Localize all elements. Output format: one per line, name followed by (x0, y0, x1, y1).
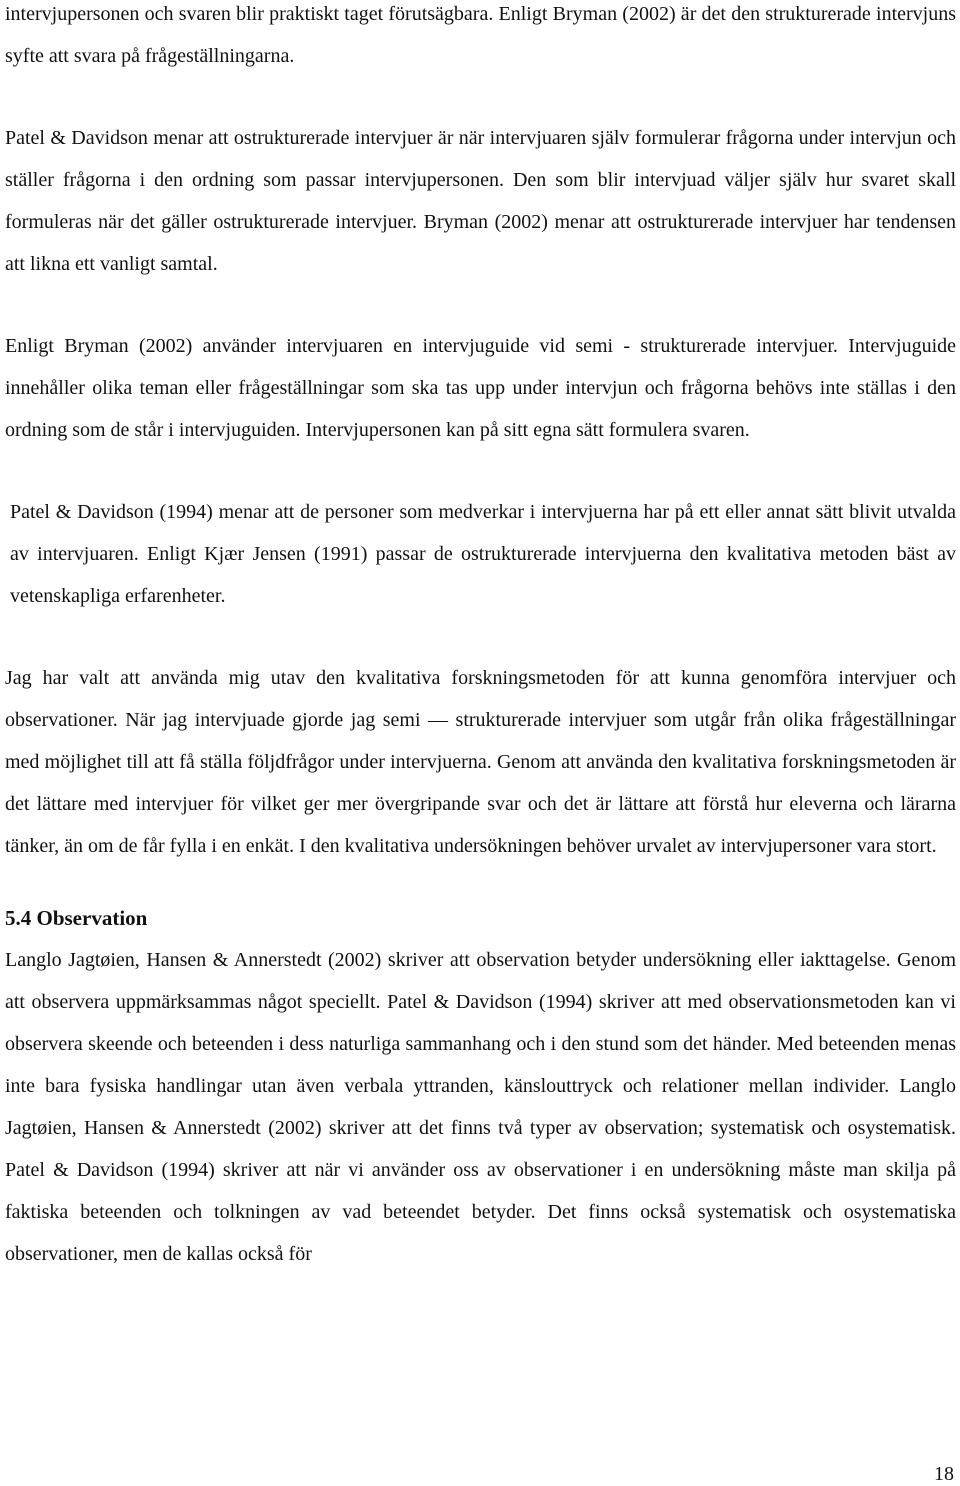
paragraph-semi-structured-interviews: Enligt Bryman (2002) använder intervjuaren en intervjuguide vid semi - strukturerade intervjuer. Intervjuguide innehåller olika teman eller frågeställningar som ska tas upp under intervjun och frågorna behövs inte ställas i den ordning som de står i intervjuguiden. Intervjupersonen kan på sitt egna sätt formulera svaren. (5, 335, 956, 441)
document-page (5, 0, 956, 1275)
paragraph-selected-participants: Patel & Davidson (1994) menar att de personer som medverkar i intervjuerna har på ett eller annat sätt blivit utvalda av intervjuaren. Enligt Kjær Jensen (1991) passar de ostrukturerade intervjuerna den kvalitativa metoden bäst av vetenskapliga erfarenheter. (10, 501, 956, 607)
paragraph-chosen-method: Jag har valt att använda mig utav den kvalitativa forskningsmetoden för att kunna genomföra intervjuer och observationer. När jag intervjuade gjorde jag semi — strukturerade intervjuer som utgår från olika frågeställningar med möjlighet till att få ställa följdfrågor under intervjuerna. Genom att använda den kvalitativa forskningsmetoden är det lättare med intervjuer för vilket ger mer övergripande svar och det är lättare att förstå hur eleverna och lärarna tänker, än om de får fylla i en enkät. I den kvalitativa undersökningen behöver urvalet av intervjupersoner vara stort. (5, 667, 956, 857)
section-heading-observation: 5.4 Observation (5, 906, 148, 930)
paragraph-observation: Langlo Jagtøien, Hansen & Annerstedt (2002) skriver att observation betyder undersökning eller iakttagelse. Genom att observera uppmärksammas något speciellt. Patel & Davidson (1994) skriver att med observationsmetoden kan vi observera skeende och beteenden i dess naturliga sammanhang och i den stund som det händer. Med beteenden menas inte bara fysiska handlingar utan även verbala yttranden, känslouttryck och relationer mellan individer. Langlo Jagtøien, Hansen & Annerstedt (2002) skriver att det finns två typer av observation; systematisk och osystematisk. Patel & Davidson (1994) skriver att när vi använder oss av observationer i en undersökning måste man skilja på faktiska beteenden och tolkningen av vad beteendet betyder. Det finns också systematisk och osystematiska observationer, men de kallas också för (5, 949, 956, 1265)
paragraph-structured-interview-end: intervjupersonen och svaren blir praktiskt taget förutsägbara. Enligt Bryman (2002) är det den strukturerade intervjuns syfte att svara på frågeställningarna. (5, 3, 956, 67)
page-number: 18 (934, 1463, 954, 1485)
paragraph-unstructured-interviews: Patel & Davidson menar att ostrukturerade intervjuer är när intervjuaren själv formulerar frågorna under intervjun och ställer frågorna i den ordning som passar intervjupersonen. Den som blir intervjuad väljer själv hur svaret skall formuleras när det gäller ostrukturerade intervjuer. Bryman (2002) menar att ostrukturerade intervjuer har tendensen att likna ett vanligt samtal. (5, 127, 956, 275)
